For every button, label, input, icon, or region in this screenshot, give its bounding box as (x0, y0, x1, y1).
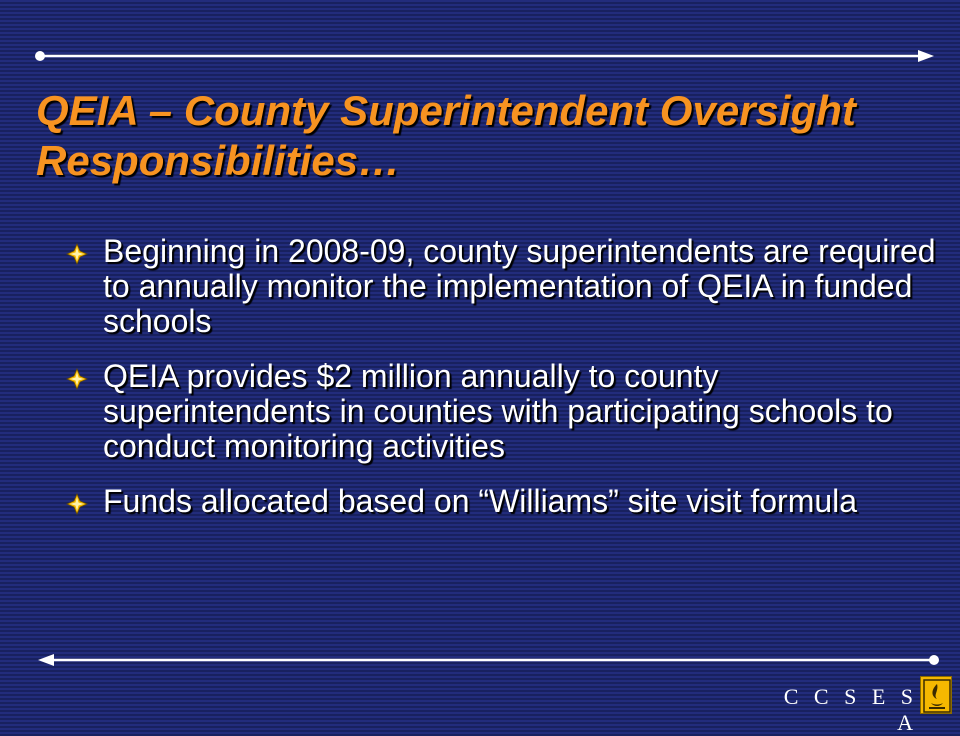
diamond-bullet-icon (66, 368, 88, 390)
bullet-item (66, 234, 936, 339)
top-divider-line (0, 46, 960, 66)
bullet-text: Beginning in 2008-09, county superintendents are required to annually monitor the implementation of QEIA in funded schools (103, 233, 936, 339)
ccsesa-logo-icon (920, 676, 952, 714)
bottom-divider-line (0, 650, 960, 670)
footer-org-name: C C S E S A (783, 684, 918, 735)
diamond-bullet-icon (66, 493, 88, 515)
bullet-text: Funds allocated based on “Williams” site visit formula (103, 483, 858, 519)
slide-title: QEIA – County Superintendent Oversight Responsibilities… (36, 87, 856, 184)
bullet-item (66, 359, 936, 464)
diamond-bullet-icon (66, 243, 88, 265)
bullet-text: QEIA provides $2 million annually to county superintendents in counties with participating schools to conduct monitoring activities (103, 358, 893, 464)
bullet-list (66, 234, 936, 519)
bullet-item (66, 484, 936, 519)
